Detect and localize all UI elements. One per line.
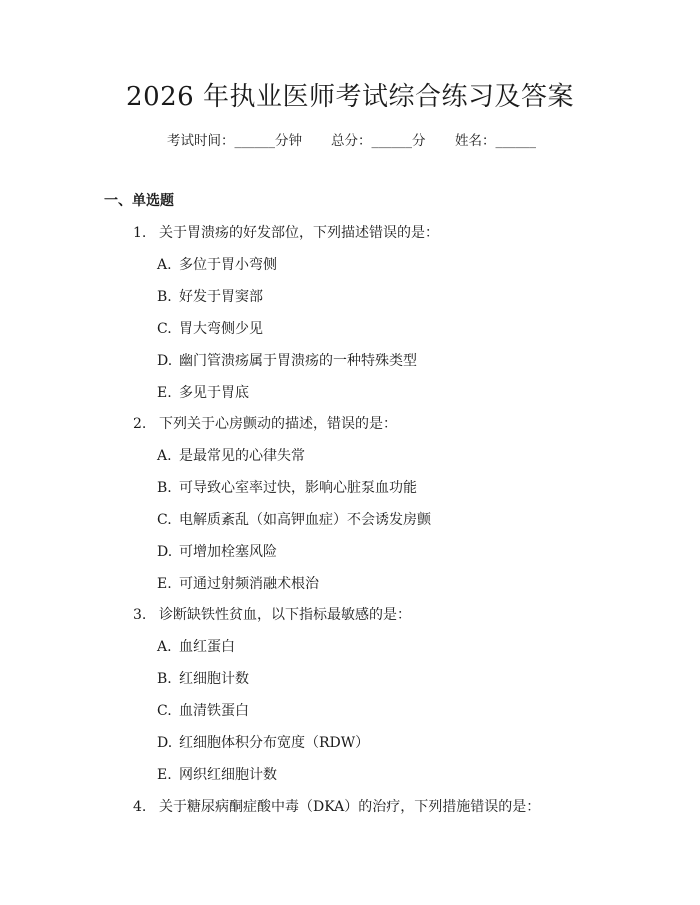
question-number: 1. — [133, 225, 147, 241]
option-text: 血清铁蛋白 — [179, 703, 249, 719]
option-text: 是最常见的心律失常 — [179, 448, 305, 464]
option-text: 多位于胃小弯侧 — [179, 257, 277, 273]
option-text: 红细胞计数 — [179, 671, 249, 687]
option-letter: C. — [157, 512, 172, 528]
option-letter: C. — [157, 321, 172, 337]
option-letter: B. — [157, 480, 172, 496]
option-letter: A. — [157, 257, 172, 273]
question-text: 下列关于心房颤动的描述，错误的是： — [159, 416, 397, 432]
exam-time-field: 考试时间：______分钟 — [167, 133, 302, 149]
question-2-option-d — [157, 542, 277, 562]
option-text: 可增加栓塞风险 — [179, 544, 277, 560]
option-letter: D. — [157, 353, 173, 369]
total-score-field: 总分：______分 — [331, 133, 426, 149]
question-1-option-c — [157, 319, 263, 339]
option-letter: E. — [157, 576, 172, 592]
option-letter: B. — [157, 671, 172, 687]
question-text: 关于糖尿病酮症酸中毒（DKA）的治疗，下列措施错误的是： — [159, 799, 541, 815]
option-text: 可导致心室率过快，影响心脏泵血功能 — [179, 480, 417, 496]
option-letter: D. — [157, 735, 173, 751]
question-3-option-e — [157, 765, 277, 785]
option-letter: E. — [157, 385, 172, 401]
question-3-option-b — [157, 669, 249, 689]
question-3 — [133, 605, 411, 625]
question-3-option-a — [157, 637, 235, 657]
option-letter: B. — [157, 289, 172, 305]
option-text: 胃大弯侧少见 — [179, 321, 263, 337]
section-heading: 一、单选题 — [104, 193, 174, 209]
option-text: 好发于胃窦部 — [179, 289, 263, 305]
option-text: 多见于胃底 — [179, 385, 249, 401]
question-text: 关于胃溃疡的好发部位，下列描述错误的是： — [159, 225, 439, 241]
option-text: 可通过射频消融术根治 — [179, 576, 319, 592]
option-letter: E. — [157, 767, 172, 783]
question-2-option-e — [157, 574, 319, 594]
option-letter: A. — [157, 448, 172, 464]
question-1 — [133, 223, 439, 243]
option-text: 网织红细胞计数 — [179, 767, 277, 783]
question-3-option-c — [157, 701, 249, 721]
question-3-option-d — [157, 733, 369, 753]
option-letter: D. — [157, 544, 173, 560]
name-field: 姓名：______ — [455, 133, 536, 149]
question-2 — [133, 414, 397, 434]
question-number: 2. — [133, 416, 147, 432]
question-1-option-a — [157, 255, 277, 275]
question-1-option-e — [157, 383, 249, 403]
option-text: 红细胞体积分布宽度（RDW） — [179, 735, 370, 751]
question-2-option-b — [157, 478, 417, 498]
option-letter: C. — [157, 703, 172, 719]
question-number: 4. — [133, 799, 147, 815]
document-title: 2026 年执业医师考试综合练习及答案 — [126, 82, 574, 112]
question-2-option-c — [157, 510, 431, 530]
option-text: 幽门管溃疡属于胃溃疡的一种特殊类型 — [179, 353, 417, 369]
question-text: 诊断缺铁性贫血，以下指标最敏感的是： — [159, 607, 411, 623]
question-1-option-b — [157, 287, 263, 307]
question-number: 3. — [133, 607, 147, 623]
option-text: 血红蛋白 — [179, 639, 235, 655]
option-text: 电解质紊乱（如高钾血症）不会诱发房颤 — [179, 512, 431, 528]
question-1-option-d — [157, 351, 417, 371]
question-2-option-a — [157, 446, 305, 466]
option-letter: A. — [157, 639, 172, 655]
question-4 — [133, 797, 540, 817]
